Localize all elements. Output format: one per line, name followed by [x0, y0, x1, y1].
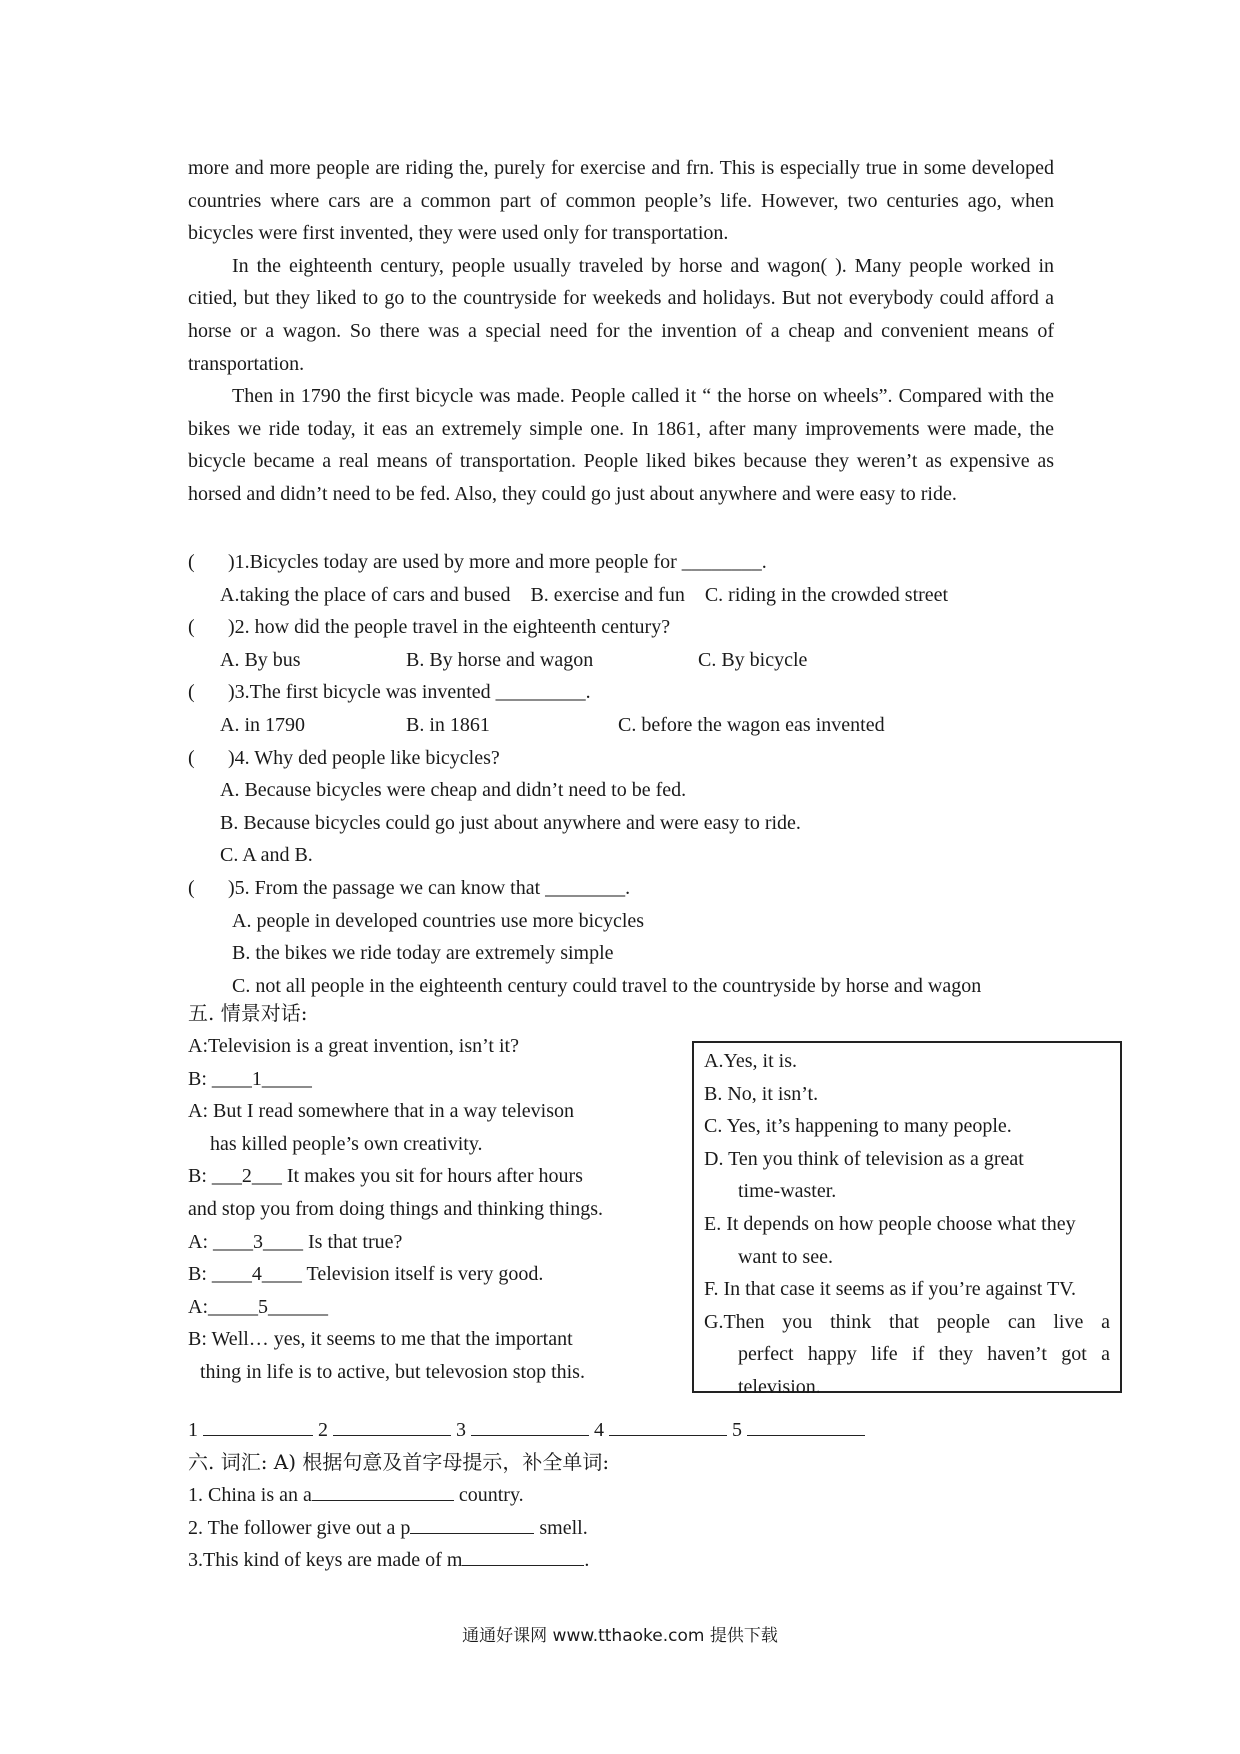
comprehension-questions — [188, 546, 1088, 1002]
question-1 — [188, 546, 1088, 579]
question-2-options — [188, 644, 1088, 677]
vocab-item-3 — [188, 1544, 589, 1577]
option-c: C. By bicycle — [698, 648, 808, 671]
question-5 — [188, 872, 1088, 905]
question-5-option-a: A. people in developed countries use more bicycles — [232, 909, 645, 932]
question-stem: )5. From the passage we can know that ________. — [228, 876, 631, 899]
question-5-option-b: B. the bikes we ride today are extremely simple — [232, 942, 614, 965]
dialogue-line: B: ___2___ It makes you sit for hours after hours — [188, 1165, 583, 1188]
dialogue-line: has killed people’s own creativity. — [210, 1132, 483, 1155]
question-4-option-a: A. Because bicycles were cheap and didn’t need to be fed. — [220, 779, 687, 802]
question-2 — [188, 611, 1088, 644]
section-5-title: 五. 情景对话: — [188, 1001, 308, 1025]
option-a: A. By bus — [220, 648, 301, 671]
option-b: B. exercise and fun — [530, 583, 685, 606]
question-stem: )3.The first bicycle was invented _________. — [228, 681, 591, 704]
dialogue-line: thing in life is to active, but televosion stop this. — [200, 1360, 585, 1383]
reading-passage — [188, 152, 1054, 511]
answer-number: 5 — [732, 1419, 742, 1441]
question-4-option-b: B. Because bicycles could go just about anywhere and were easy to ride. — [220, 811, 801, 834]
passage-paragraph-1: more and more people are riding the, purely for exercise and frn. This is especially true in some developed countries where cars are a common part of common people’s life. However, two centuries ago, when bicycles were first invented, they were used only for transportation. — [188, 157, 1054, 245]
dialogue-option-g: G.Then you think that people can live a — [704, 1310, 1110, 1333]
answer-blank-3[interactable] — [471, 1417, 589, 1436]
dialogue-option-e: E. It depends on how people choose what they — [704, 1212, 1076, 1235]
question-stem: )1.Bicycles today are used by more and more people for ________. — [228, 551, 767, 573]
question-3-options — [188, 709, 1088, 742]
answer-blank-5[interactable] — [747, 1417, 865, 1436]
passage-paragraph-3: Then in 1790 the first bicycle was made. People called it “ the horse on wheels”. Compared with the bikes we ride today, it eas an extremely simple one. In 1861, after many improvements were made, the bicycle became a real means of transportation. People liked bikes because they weren’t as expensive as horsed and didn’t need to be fed. Also, they could go just about anywhere and were easy to ride. — [188, 385, 1054, 505]
dialogue-line: A:_____5______ — [188, 1295, 328, 1318]
question-4 — [188, 742, 1088, 775]
vocab-blank-2[interactable] — [410, 1515, 534, 1534]
option-b: B. in 1861 — [406, 713, 490, 736]
dialogue-option-b: B. No, it isn’t. — [704, 1082, 819, 1105]
dialogue-option-f: F. In that case it seems as if you’re against TV. — [704, 1278, 1077, 1301]
dialogue-line: and stop you from doing things and thinking things. — [188, 1197, 603, 1220]
answer-number: 3 — [456, 1419, 466, 1441]
answer-blank-1[interactable] — [203, 1417, 313, 1436]
option-c: C. riding in the crowded street — [704, 583, 949, 606]
answer-blanks-row — [188, 1414, 865, 1447]
question-3 — [188, 676, 1088, 709]
dialogue-line: B: ____4____ Television itself is very good. — [188, 1263, 544, 1286]
question-1-options — [188, 579, 1088, 612]
dialogue-line: B: Well… yes, it seems to me that the important — [188, 1328, 573, 1351]
vocab-suffix: country. — [453, 1484, 524, 1506]
vocab-prompt: 3.This kind of keys are made of m — [188, 1549, 463, 1572]
question-stem: )2. how did the people travel in the eighteenth century? — [228, 616, 671, 639]
answer-blank-2[interactable] — [333, 1417, 451, 1436]
answer-paren: ( — [188, 551, 195, 573]
dialogue-options-box — [692, 1041, 1122, 1398]
vocab-prompt: 2. The follower give out a p — [188, 1516, 411, 1539]
answer-number: 4 — [594, 1419, 604, 1441]
option-c: C. before the wagon eas invented — [618, 713, 885, 736]
section-6-title: 六. 词汇: A) 根据句意及首字母提示，补全单词: — [188, 1450, 610, 1474]
answer-number: 1 — [188, 1419, 198, 1441]
answer-paren: ( — [188, 616, 195, 639]
passage-paragraph-2: In the eighteenth century, people usually traveled by horse and wagon( ). Many people worked in citied, but they liked to go to the countryside for weekeds and holidays. But not everybody could afford a horse or a wagon. So there was a special need for the invention of a cheap and convenient means of transportation. — [188, 254, 1054, 375]
answer-paren: ( — [188, 876, 195, 899]
question-4-option-c: C. A and B. — [220, 844, 313, 867]
dialogue-option-d: D. Ten you think of television as a great — [704, 1147, 1024, 1170]
vocab-blank-3[interactable] — [462, 1547, 584, 1566]
dialogue-line: A: But I read somewhere that in a way televison — [188, 1100, 574, 1123]
dialogue-option-g-cont: television. — [738, 1375, 821, 1398]
dialogue — [188, 1030, 668, 1389]
vocab-blank-1[interactable] — [312, 1482, 454, 1501]
option-a: A.taking the place of cars and bused — [220, 583, 511, 606]
vocabulary-items — [188, 1479, 589, 1577]
dialogue-option-c: C. Yes, it’s happening to many people. — [704, 1115, 1012, 1138]
vocab-prompt: 1. China is an a — [188, 1484, 312, 1506]
answer-blank-4[interactable] — [609, 1417, 727, 1436]
answer-paren: ( — [188, 746, 195, 769]
dialogue-line: A:Television is a great invention, isn’t it? — [188, 1035, 519, 1057]
vocab-suffix: smell. — [534, 1516, 588, 1539]
question-stem: )4. Why ded people like bicycles? — [228, 746, 500, 769]
dialogue-option-d-cont: time-waster. — [738, 1180, 837, 1203]
answer-paren: ( — [188, 681, 195, 704]
dialogue-option-g-cont: perfect happy life if they haven’t got a — [738, 1343, 1110, 1366]
vocab-item-2 — [188, 1512, 589, 1545]
vocab-item-1 — [188, 1479, 589, 1512]
dialogue-option-a: A.Yes, it is. — [704, 1050, 797, 1072]
dialogue-option-e-cont: want to see. — [738, 1245, 833, 1268]
option-a: A. in 1790 — [220, 713, 305, 736]
answer-number: 2 — [318, 1419, 328, 1441]
dialogue-line: A: ____3____ Is that true? — [188, 1230, 403, 1253]
option-b: B. By horse and wagon — [406, 648, 594, 671]
page-footer: 通通好课网 www.tthaoke.com 提供下载 — [462, 1626, 778, 1646]
dialogue-line: B: ____1_____ — [188, 1067, 312, 1090]
question-5-option-c: C. not all people in the eighteenth century could travel to the countryside by horse and wagon — [232, 974, 982, 997]
vocab-suffix: . — [584, 1549, 590, 1572]
